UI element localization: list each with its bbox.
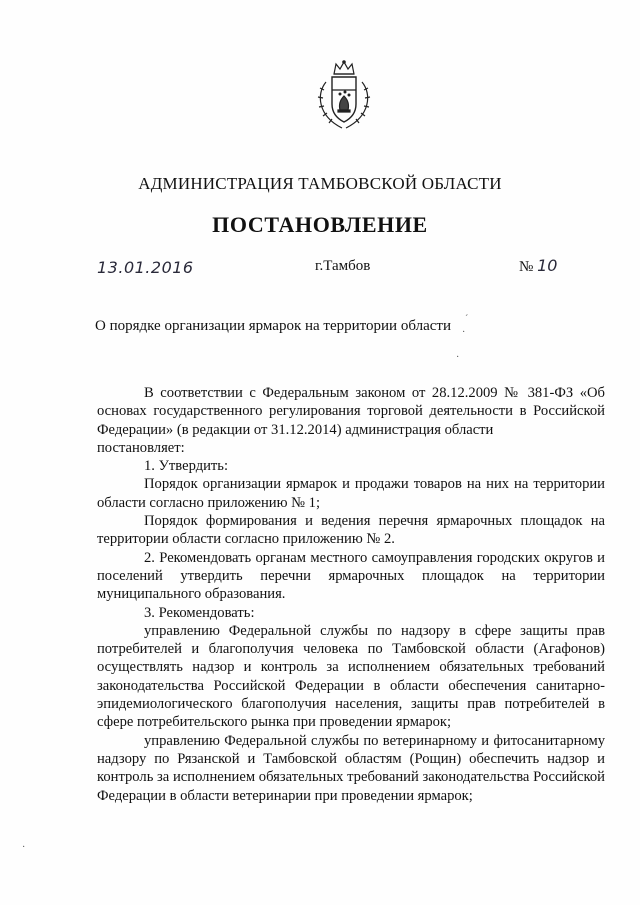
- paragraph: постановляет:: [97, 439, 185, 456]
- paragraph: Порядок формирования и ведения перечня ярмарочных площадок на территории области согласно приложению № 2.: [97, 513, 605, 548]
- organization-title: АДМИНИСТРАЦИЯ ТАМБОВСКОЙ ОБЛАСТИ: [138, 174, 502, 193]
- number-value: 10: [537, 256, 558, 275]
- paragraph: В соответствии с Федеральным законом от 28.12.2009 № 381-ФЗ «Об основах государственного регулирования торговой деятельности в Российской Федерации» (в редакции от 31.12.2014) администрация области: [97, 385, 605, 438]
- document-subject: О порядке организации ярмарок на территории области: [95, 318, 451, 334]
- paragraph: управлению Федеральной службы по ветеринарному и фитосанитарному надзору по Рязанской и Тамбовской областям (Рощин) обеспечить надзор и контроль за исполнением обязательных требований законодательства Российской Федерации в области ветеринарии при проведении ярмарок;: [97, 732, 605, 804]
- scan-mark: ·: [22, 842, 26, 853]
- paragraph: управлению Федеральной службы по надзору в сфере защиты прав потребителей и благополучия человека по Тамбовской области (Агафонов) осуществлять надзор и контроль за исполнением обязательных требований законодательства Российской Федерации в области обеспечения санитарно-эпидемиологического благополучия населения, защиты прав потребителей в сфере потребительского рынка при проведении ярмарок;: [97, 622, 605, 731]
- tambov-coat-of-arms-icon: [312, 60, 376, 132]
- document-type-title: ПОСТАНОВЛЕНИЕ: [212, 212, 428, 237]
- document-number: [519, 256, 557, 276]
- paragraph: Порядок организации ярмарок и продажи товаров на них на территории области согласно приложению № 1;: [97, 476, 605, 511]
- paragraph: 2. Рекомендовать органам местного самоуправления городских округов и поселений утвердить перечни ярмарочных площадок на территории муниципального образования.: [97, 549, 605, 603]
- scan-mark: ˊ: [465, 314, 469, 325]
- document-date: 13.01.2016: [97, 258, 194, 277]
- number-prefix: №: [519, 259, 534, 275]
- document-city: г.Тамбов: [315, 258, 371, 274]
- paragraph: 3. Рекомендовать:: [144, 604, 255, 621]
- scan-mark: ·: [462, 327, 466, 338]
- paragraph: 1. Утвердить:: [144, 458, 229, 475]
- document-body: [97, 384, 605, 805]
- scan-mark: ·: [456, 352, 460, 363]
